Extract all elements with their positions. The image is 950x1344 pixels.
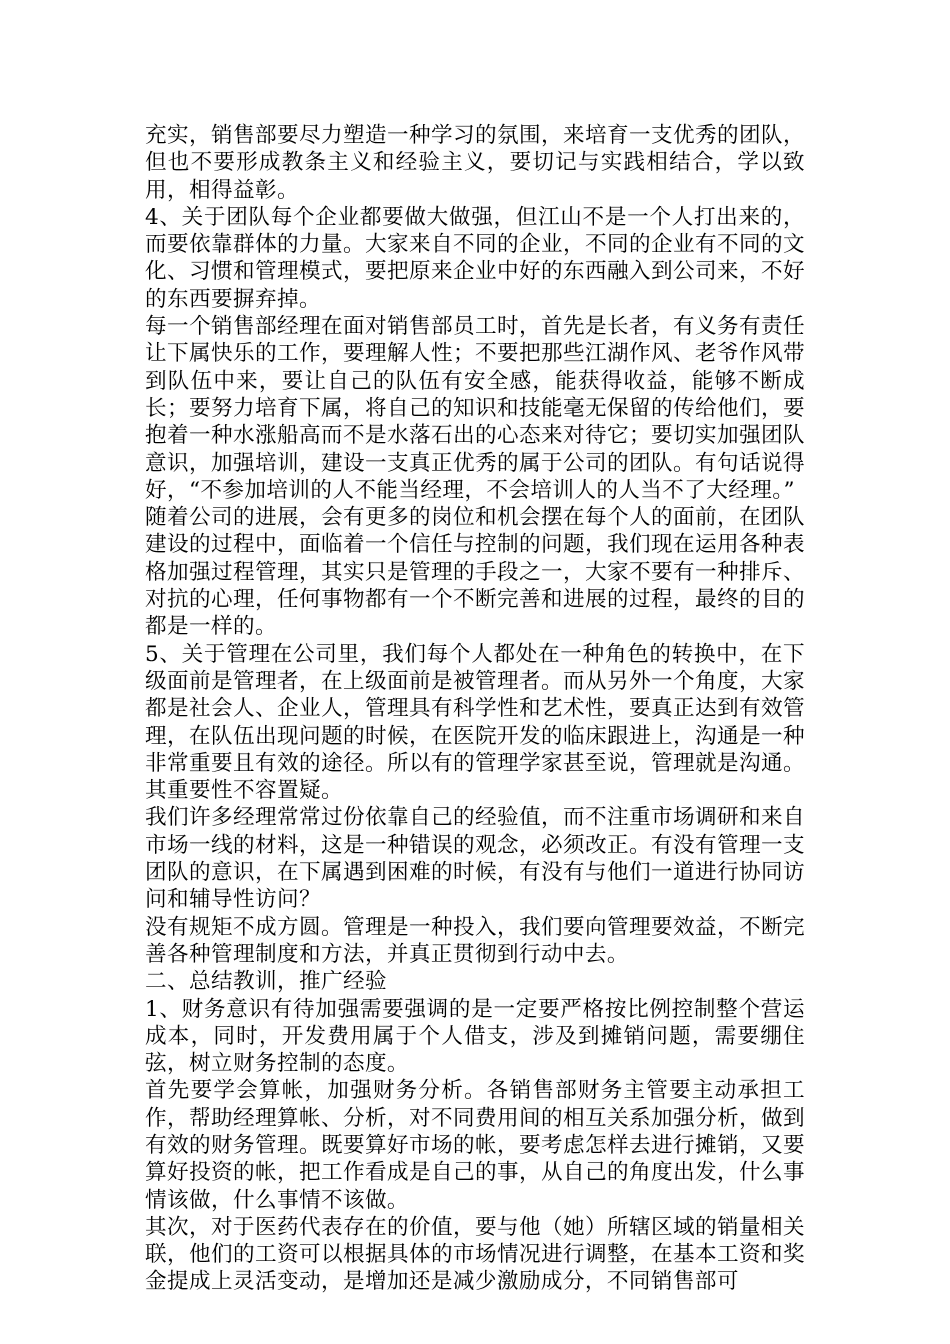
paragraph-5-management: 5、关于管理在公司里，我们每个人都处在一种角色的转换中，在下级面前是管理者，在上级面前是被管理者。而从另外一个角度，大家都是社会人、企业人，管理具有科学性和艺术性，要真正达到有效管理，在队伍出现问题的时候，在医院开发的临床跟进上，沟通是一种非常重要且有效的途径。所以有的管理学家甚至说，管理就是沟通。其重要性不容置疑。 [145,641,805,804]
document-page [145,122,805,1296]
paragraph-representatives: 其次，对于医药代表存在的价值，要与他（她）所辖区域的销量相关联，他们的工资可以根据具体的市场情况进行调整，在基本工资和奖金提成上灵活变动，是增加还是减少激励成分，不同销售部可 [145,1214,805,1295]
section-heading-2: 二、总结教训，推广经验 [145,969,387,995]
paragraph-manager-role: 每一个销售部经理在面对销售部员工时，首先是长者，有义务有责任让下属快乐的工作，要理解人性；不要把那些江湖作风、老爷作风带到队伍中来，要让自己的队伍有安全感，能获得收益，能够不断成长；要努力培育下属，将自己的知识和技能毫无保留的传给他们，要抱着一种水涨船高而不是水落石出的心态来对待它；要切实加强团队意识，加强培训，建设一支真正优秀的属于公司的团队。有句话说得好，“不参加培训的人不能当经理，不会培训人的人当不了大经理。” [145,314,805,503]
paragraph-trust-control: 随着公司的进展，会有更多的岗位和机会摆在每个人的面前，在团队建设的过程中，面临着一个信任与控制的问题，我们现在运用各种表格加强过程管理，其实只是管理的手段之一，大家不要有一种排斥、对抗的心理，任何事物都有一个不断完善和进展的过程，最终的目的都是一样的。 [145,505,805,640]
paragraph-team-learning: 充实，销售部要尽力塑造一种学习的氛围，来培育一支优秀的团队，但也不要形成教条主义和经验主义，要切记与实践相结合，学以致用，相得益彰。 [145,123,805,203]
paragraph-1-finance: 1、财务意识有待加强需要强调的是一定要严格按比例控制整个营运成本，同时，开发费用属于个人借支，涉及到摊销问题，需要绷住弦，树立财务控制的态度。 [145,996,805,1077]
paragraph-rules: 没有规矩不成方圆。管理是一种投入，我们要向管理要效益，不断完善各种管理制度和方法，并真正贯彻到行动中去。 [145,914,805,967]
paragraph-accounting: 首先要学会算帐，加强财务分析。各销售部财务主管要主动承担工作，帮助经理算帐、分析，对不同费用间的相互关系加强分析，做到有效的财务管理。既要算好市场的帐，要考虑怎样去进行摊销，又要算好投资的帐，把工作看成是自己的事，从自己的角度出发，什么事情该做，什么事情不该做。 [145,1078,805,1213]
paragraph-4-team: 4、关于团队每个企业都要做大做强，但江山不是一个人打出来的，而要依靠群体的力量。大家来自不同的企业，不同的企业有不同的文化、习惯和管理模式，要把原来企业中好的东西融入到公司来，不好的东西要摒弃掉。 [145,204,805,312]
paragraph-experience: 我们许多经理常常过份依靠自己的经验值，而不注重市场调研和来自市场一线的材料，这是一种错误的观念，必须改正。有没有管理一支团队的意识，在下属遇到困难的时候，有没有与他们一道进行协同访问和辅导性访问？ [145,805,805,913]
